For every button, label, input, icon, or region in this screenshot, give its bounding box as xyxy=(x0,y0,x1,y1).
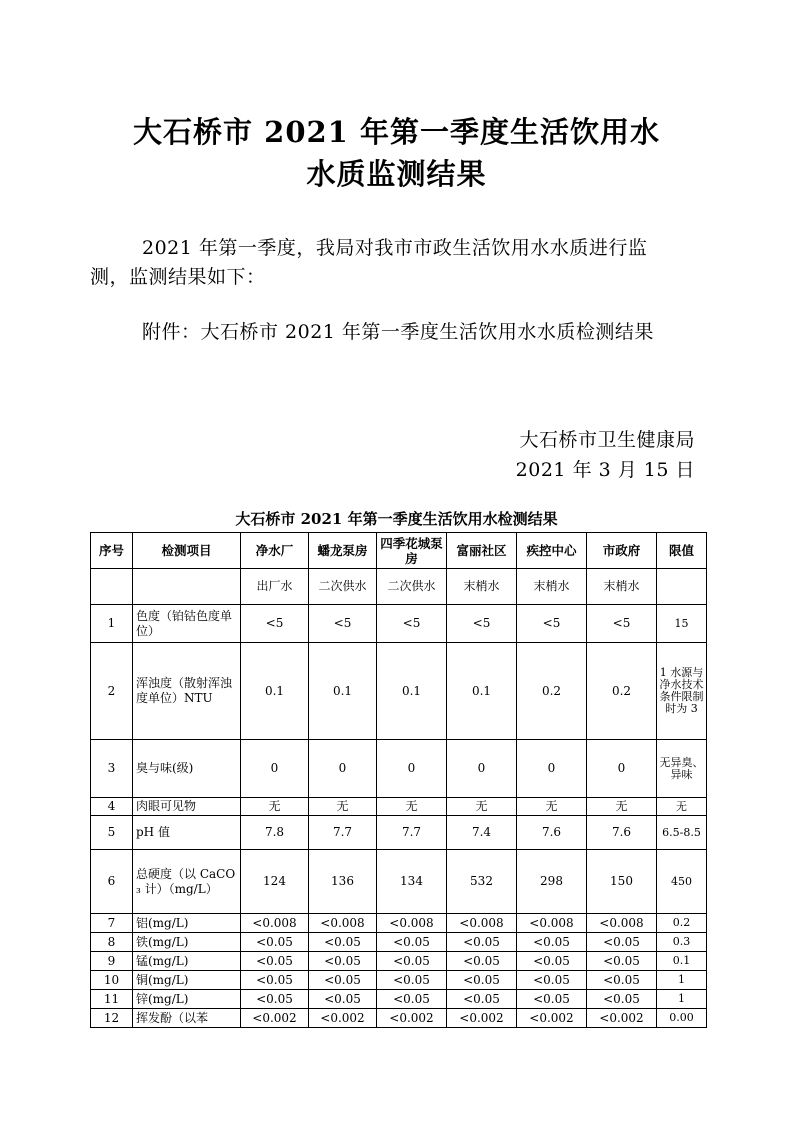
result-value-cell: <0.05 xyxy=(241,933,309,952)
result-value-cell: 7.4 xyxy=(447,816,517,850)
header-cell: 净水厂 xyxy=(241,533,309,569)
header-cell: 富丽社区 xyxy=(447,533,517,569)
header-cell: 市政府 xyxy=(587,533,657,569)
result-value-cell: <0.008 xyxy=(447,914,517,933)
row-number-cell: 6 xyxy=(91,850,133,914)
table-row xyxy=(91,816,707,850)
table-row xyxy=(91,952,707,971)
limit-value-cell: 0.1 xyxy=(657,952,707,971)
result-value-cell: <0.002 xyxy=(447,1009,517,1028)
result-value-cell: 532 xyxy=(447,850,517,914)
result-value-cell: <0.05 xyxy=(241,971,309,990)
header-cell: 序号 xyxy=(91,533,133,569)
header-cell: 四季花城泵房 xyxy=(377,533,447,569)
result-value-cell: <0.05 xyxy=(587,952,657,971)
row-number-cell: 4 xyxy=(91,798,133,816)
subheader-cell: 末梢水 xyxy=(447,569,517,605)
result-value-cell: <0.05 xyxy=(377,971,447,990)
result-value-cell: <0.05 xyxy=(587,971,657,990)
header-cell: 蟠龙泵房 xyxy=(309,533,377,569)
limit-value-cell: 0.00 xyxy=(657,1009,707,1028)
result-value-cell: <0.05 xyxy=(241,952,309,971)
row-number-cell: 12 xyxy=(91,1009,133,1028)
result-value-cell: 0.2 xyxy=(517,643,587,740)
result-value-cell: 0.1 xyxy=(377,643,447,740)
result-value-cell: 无 xyxy=(517,798,587,816)
result-value-cell: 无 xyxy=(447,798,517,816)
limit-value-cell: 1 xyxy=(657,990,707,1009)
result-value-cell: 无 xyxy=(587,798,657,816)
table-row xyxy=(91,798,707,816)
result-value-cell: <0.002 xyxy=(517,1009,587,1028)
result-value-cell: <0.05 xyxy=(517,990,587,1009)
subheader-cell: 二次供水 xyxy=(309,569,377,605)
test-item-cell: 臭与味(级) xyxy=(133,740,241,798)
subheader-cell: 二次供水 xyxy=(377,569,447,605)
result-value-cell: <0.05 xyxy=(309,971,377,990)
row-number-cell: 3 xyxy=(91,740,133,798)
results-table xyxy=(90,532,707,1028)
result-value-cell: <5 xyxy=(241,605,309,643)
result-value-cell: 0.2 xyxy=(587,643,657,740)
subheader-cell xyxy=(657,569,707,605)
table-row xyxy=(91,914,707,933)
table-caption: 大石桥市 2021 年第一季度生活饮用水检测结果 xyxy=(235,510,558,528)
test-item-cell: 肉眼可见物 xyxy=(133,798,241,816)
row-number-cell: 9 xyxy=(91,952,133,971)
table-subheader-row xyxy=(91,569,707,605)
result-value-cell: <5 xyxy=(447,605,517,643)
subheader-cell: 末梢水 xyxy=(587,569,657,605)
limit-value-cell: 1 水源与净水技术条件限制时为 3 xyxy=(657,643,707,740)
limit-value-cell: 15 xyxy=(657,605,707,643)
result-value-cell: <0.05 xyxy=(309,990,377,1009)
result-value-cell: <0.05 xyxy=(447,971,517,990)
row-number-cell: 5 xyxy=(91,816,133,850)
result-value-cell: <0.05 xyxy=(309,933,377,952)
result-value-cell: <0.05 xyxy=(377,933,447,952)
result-value-cell: <0.05 xyxy=(587,933,657,952)
header-cell: 限值 xyxy=(657,533,707,569)
result-value-cell: 150 xyxy=(587,850,657,914)
subheader-cell xyxy=(133,569,241,605)
subheader-cell: 出厂水 xyxy=(241,569,309,605)
limit-value-cell: 450 xyxy=(657,850,707,914)
signature-organization: 大石桥市卫生健康局 xyxy=(519,429,695,451)
table-body xyxy=(91,605,707,1028)
table-row xyxy=(91,933,707,952)
result-value-cell: 7.7 xyxy=(309,816,377,850)
limit-value-cell: 1 xyxy=(657,971,707,990)
result-value-cell: 0 xyxy=(377,740,447,798)
table-header-row xyxy=(91,533,707,569)
result-value-cell: 0 xyxy=(517,740,587,798)
result-value-cell: <0.05 xyxy=(309,952,377,971)
result-value-cell: <0.05 xyxy=(447,990,517,1009)
result-value-cell: 0.1 xyxy=(309,643,377,740)
limit-value-cell: 无异臭、异味 xyxy=(657,740,707,798)
signature-date: 2021 年 3 月 15 日 xyxy=(515,459,695,481)
result-value-cell: <0.05 xyxy=(587,990,657,1009)
intro-paragraph-line1: 2021 年第一季度，我局对我市市政生活饮用水水质进行监 xyxy=(142,237,648,259)
table-row xyxy=(91,850,707,914)
result-value-cell: 0 xyxy=(309,740,377,798)
table-row xyxy=(91,740,707,798)
result-value-cell: 无 xyxy=(309,798,377,816)
header-cell: 检测项目 xyxy=(133,533,241,569)
table-row xyxy=(91,990,707,1009)
test-item-cell: 挥发酚（以苯 xyxy=(133,1009,241,1028)
result-value-cell: 7.7 xyxy=(377,816,447,850)
document-title-line1: 大石桥市 2021 年第一季度生活饮用水 xyxy=(133,115,660,149)
result-value-cell: 0 xyxy=(587,740,657,798)
test-item-cell: pH 值 xyxy=(133,816,241,850)
result-value-cell: <0.008 xyxy=(309,914,377,933)
result-value-cell: <0.05 xyxy=(517,933,587,952)
result-value-cell: <5 xyxy=(377,605,447,643)
table-row xyxy=(91,971,707,990)
row-number-cell: 1 xyxy=(91,605,133,643)
table-row xyxy=(91,643,707,740)
result-value-cell: 无 xyxy=(377,798,447,816)
result-value-cell: 0.1 xyxy=(241,643,309,740)
test-item-cell: 浑浊度（散射浑浊度单位）NTU xyxy=(133,643,241,740)
result-value-cell: <0.008 xyxy=(587,914,657,933)
subheader-cell xyxy=(91,569,133,605)
limit-value-cell: 6.5-8.5 xyxy=(657,816,707,850)
result-value-cell: <0.002 xyxy=(309,1009,377,1028)
result-value-cell: <0.05 xyxy=(517,971,587,990)
result-value-cell: <0.002 xyxy=(377,1009,447,1028)
result-value-cell: <0.05 xyxy=(377,990,447,1009)
limit-value-cell: 无 xyxy=(657,798,707,816)
row-number-cell: 7 xyxy=(91,914,133,933)
header-cell: 疾控中心 xyxy=(517,533,587,569)
result-value-cell: 7.8 xyxy=(241,816,309,850)
result-value-cell: 0 xyxy=(241,740,309,798)
result-value-cell: 298 xyxy=(517,850,587,914)
test-item-cell: 色度（铂钴色度单位） xyxy=(133,605,241,643)
result-value-cell: <0.002 xyxy=(241,1009,309,1028)
row-number-cell: 2 xyxy=(91,643,133,740)
intro-paragraph-line2: 测，监测结果如下： xyxy=(90,266,266,288)
test-item-cell: 铜(mg/L) xyxy=(133,971,241,990)
result-value-cell: 7.6 xyxy=(517,816,587,850)
result-value-cell: 0.1 xyxy=(447,643,517,740)
test-item-cell: 锰(mg/L) xyxy=(133,952,241,971)
result-value-cell: 0 xyxy=(447,740,517,798)
result-value-cell: 无 xyxy=(241,798,309,816)
result-value-cell: <0.008 xyxy=(241,914,309,933)
result-value-cell: <0.05 xyxy=(377,952,447,971)
test-item-cell: 总硬度（以 CaCO₃ 计）（mg/L） xyxy=(133,850,241,914)
result-value-cell: <0.008 xyxy=(517,914,587,933)
result-value-cell: <5 xyxy=(309,605,377,643)
result-value-cell: <5 xyxy=(517,605,587,643)
row-number-cell: 11 xyxy=(91,990,133,1009)
result-value-cell: <0.05 xyxy=(241,990,309,1009)
test-item-cell: 锌(mg/L) xyxy=(133,990,241,1009)
result-value-cell: <0.002 xyxy=(587,1009,657,1028)
result-value-cell: 136 xyxy=(309,850,377,914)
result-value-cell: <0.008 xyxy=(377,914,447,933)
result-value-cell: <0.05 xyxy=(447,952,517,971)
limit-value-cell: 0.2 xyxy=(657,914,707,933)
result-value-cell: 134 xyxy=(377,850,447,914)
limit-value-cell: 0.3 xyxy=(657,933,707,952)
document-title-line2: 水质监测结果 xyxy=(306,157,487,191)
test-item-cell: 铝(mg/L) xyxy=(133,914,241,933)
result-value-cell: 124 xyxy=(241,850,309,914)
row-number-cell: 8 xyxy=(91,933,133,952)
attachment-note: 附件：大石桥市 2021 年第一季度生活饮用水水质检测结果 xyxy=(142,321,654,343)
result-value-cell: 7.6 xyxy=(587,816,657,850)
row-number-cell: 10 xyxy=(91,971,133,990)
table-row xyxy=(91,1009,707,1028)
result-value-cell: <5 xyxy=(587,605,657,643)
table-row xyxy=(91,605,707,643)
test-item-cell: 铁(mg/L) xyxy=(133,933,241,952)
result-value-cell: <0.05 xyxy=(517,952,587,971)
subheader-cell: 末梢水 xyxy=(517,569,587,605)
result-value-cell: <0.05 xyxy=(447,933,517,952)
